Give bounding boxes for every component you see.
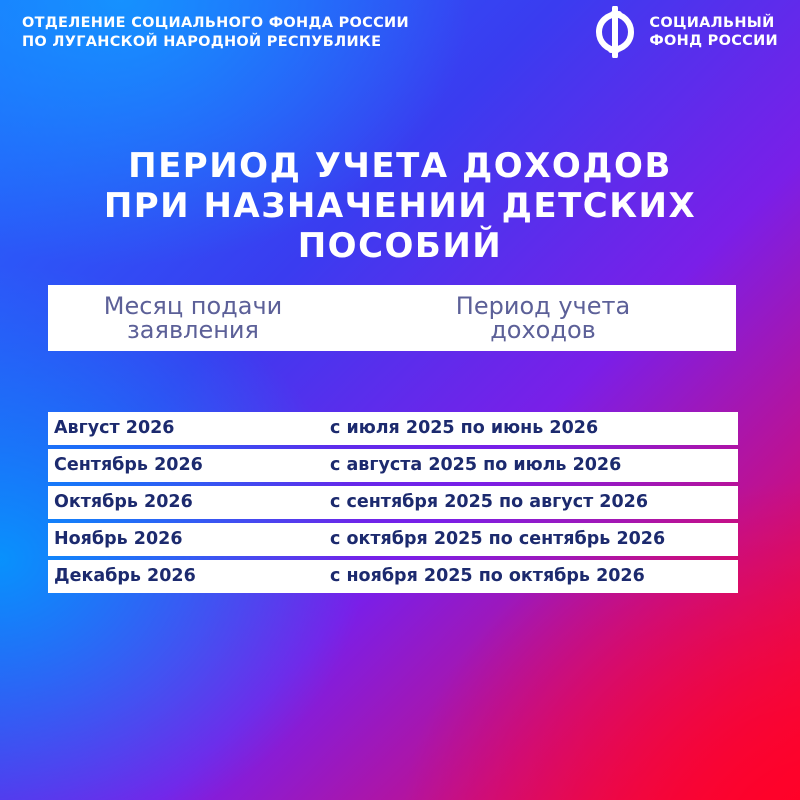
organization-name [22,14,432,52]
row-period: с августа 2025 по июль 2026 [330,455,622,475]
title-line-1: ПЕРИОД УЧЕТА ДОХОДОВ [128,146,672,186]
column-header-period [368,294,718,342]
row-month: Сентябрь 2026 [54,455,203,475]
row-month: Октябрь 2026 [54,492,193,512]
row-period: с июля 2025 по июнь 2026 [330,418,599,438]
org-line-2: ПО ЛУГАНСКОЙ НАРОДНОЙ РЕСПУБЛИКЕ [22,34,382,50]
row-month: Август 2026 [54,418,175,438]
row-month: Декабрь 2026 [54,566,196,586]
table-row [48,449,738,482]
org-line-1: ОТДЕЛЕНИЕ СОЦИАЛЬНОГО ФОНДА РОССИИ [22,15,409,31]
column-header-month [48,294,338,342]
row-period: с ноября 2025 по октябрь 2026 [330,566,645,586]
column-header-period-line-1: Период учета [455,292,631,320]
sfr-logo-icon [589,6,641,58]
row-month: Ноябрь 2026 [54,529,183,549]
table-header [48,285,736,351]
column-header-period-line-2: доходов [490,316,596,344]
brand-line-1: СОЦИАЛЬНЫЙ [649,15,775,31]
brand-logo-block [589,6,778,58]
brand-line-2: ФОНД РОССИИ [649,33,778,49]
column-header-month-line-2: заявления [127,316,259,344]
column-header-month-line-1: Месяц подачи [103,292,283,320]
table-row [48,412,738,445]
row-period: с сентября 2025 по август 2026 [330,492,649,512]
page-title [0,146,800,266]
table-row [48,523,738,556]
table-body [48,412,738,597]
title-line-3: ПОСОБИЙ [297,226,503,266]
brand-name [649,14,778,50]
title-line-2: ПРИ НАЗНАЧЕНИИ ДЕТСКИХ [103,186,697,226]
table-row [48,560,738,593]
table-row [48,486,738,519]
row-period: с октября 2025 по сентябрь 2026 [330,529,666,549]
